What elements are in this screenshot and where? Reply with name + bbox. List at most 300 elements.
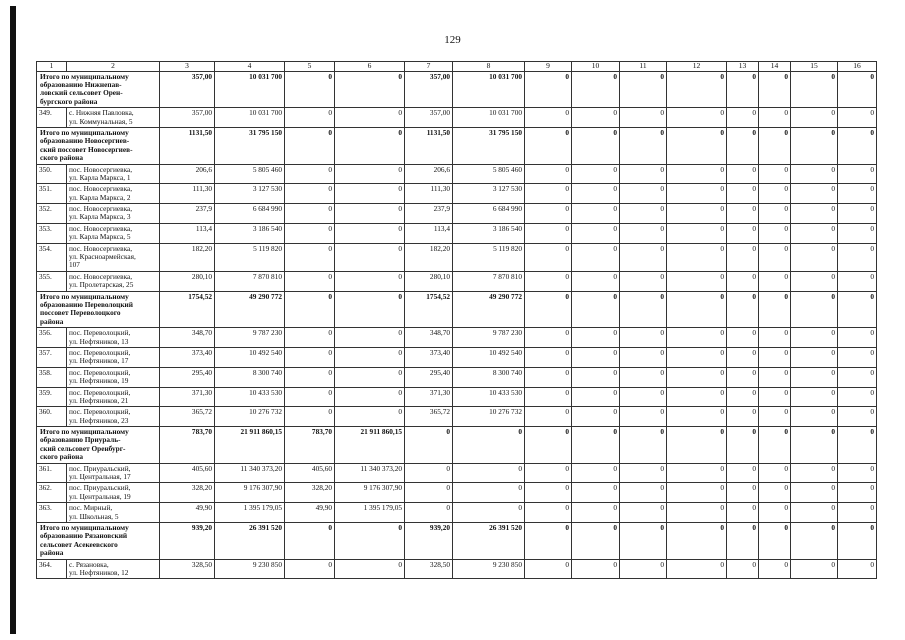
address-cell xyxy=(67,559,160,579)
value-cell: 206,6 xyxy=(405,164,453,184)
column-number: 16 xyxy=(838,62,877,72)
value-cell: 0 xyxy=(525,387,572,407)
value-cell: 373,40 xyxy=(405,347,453,367)
value-cell: 0 xyxy=(620,184,667,204)
row-number: 353. xyxy=(37,223,67,243)
total-description xyxy=(37,71,160,108)
value-cell: 0 xyxy=(838,347,877,367)
value-cell: 0 xyxy=(620,463,667,483)
value-cell: 0 xyxy=(667,483,727,503)
binding-bar xyxy=(10,6,16,634)
address-line: образованию Нижнепав- xyxy=(40,80,122,90)
value-cell: 182,20 xyxy=(160,243,215,271)
column-number: 8 xyxy=(453,62,525,72)
address-cell xyxy=(67,503,160,523)
value-cell: 0 xyxy=(759,367,791,387)
value-cell: 328,20 xyxy=(285,483,335,503)
address-line: 107 xyxy=(69,260,80,270)
table-row xyxy=(37,108,877,128)
value-cell: 11 340 373,20 xyxy=(215,463,285,483)
value-cell: 0 xyxy=(727,271,759,291)
value-cell: 6 684 990 xyxy=(453,204,525,224)
value-cell: 0 xyxy=(335,367,405,387)
address-cell xyxy=(67,164,160,184)
value-cell: 111,30 xyxy=(160,184,215,204)
table-row xyxy=(37,367,877,387)
value-cell: 0 xyxy=(727,223,759,243)
municipality-total-row xyxy=(37,71,877,108)
value-cell: 0 xyxy=(620,559,667,579)
address-cell xyxy=(67,407,160,427)
value-cell: 9 176 307,90 xyxy=(215,483,285,503)
value-cell: 0 xyxy=(525,559,572,579)
value-cell: 0 xyxy=(667,328,727,348)
value-cell: 0 xyxy=(791,559,838,579)
value-cell: 0 xyxy=(838,407,877,427)
row-number: 364. xyxy=(37,559,67,579)
value-cell: 0 xyxy=(335,204,405,224)
value-cell: 0 xyxy=(791,223,838,243)
value-cell: 0 xyxy=(727,347,759,367)
value-cell: 0 xyxy=(525,71,572,108)
value-cell: 0 xyxy=(791,164,838,184)
value-cell: 0 xyxy=(525,347,572,367)
value-cell: 783,70 xyxy=(285,427,335,464)
value-cell: 10 433 530 xyxy=(453,387,525,407)
value-cell: 49 290 772 xyxy=(453,291,525,328)
municipality-total-row xyxy=(37,291,877,328)
value-cell: 0 xyxy=(838,243,877,271)
address-line: сельсовет Асекеевского xyxy=(40,539,118,549)
value-cell: 10 031 700 xyxy=(453,71,525,108)
address-cell xyxy=(67,347,160,367)
value-cell: 0 xyxy=(791,71,838,108)
total-description xyxy=(37,127,160,164)
value-cell: 182,20 xyxy=(405,243,453,271)
row-number: 356. xyxy=(37,328,67,348)
value-cell: 0 xyxy=(453,483,525,503)
address-line: ул. Карла Маркса, 1 xyxy=(69,172,131,182)
value-cell: 0 xyxy=(667,522,727,559)
value-cell: 0 xyxy=(667,427,727,464)
table-row xyxy=(37,243,877,271)
address-line: пос. Новосергиевка, xyxy=(69,271,133,281)
value-cell: 0 xyxy=(759,559,791,579)
value-cell: 0 xyxy=(759,204,791,224)
value-cell: 0 xyxy=(667,291,727,328)
address-line: ул. Нефтяников, 17 xyxy=(69,356,129,366)
column-number: 15 xyxy=(791,62,838,72)
value-cell: 10 276 732 xyxy=(215,407,285,427)
value-cell: 0 xyxy=(667,463,727,483)
value-cell: 328,50 xyxy=(160,559,215,579)
value-cell: 0 xyxy=(620,291,667,328)
value-cell: 357,00 xyxy=(160,71,215,108)
value-cell: 0 xyxy=(572,223,620,243)
address-line: ский поссовет Новосергиев- xyxy=(40,144,133,154)
value-cell: 0 xyxy=(525,291,572,328)
address-line: ул. Нефтяников, 21 xyxy=(69,395,129,405)
address-line: пос. Новосергиевка, xyxy=(69,184,133,194)
address-line: бургского района xyxy=(40,96,98,106)
address-line: ский сельсовет Оренбург- xyxy=(40,443,126,453)
value-cell: 0 xyxy=(838,291,877,328)
total-description xyxy=(37,522,160,559)
value-cell: 0 xyxy=(335,243,405,271)
value-cell: 0 xyxy=(572,164,620,184)
value-cell: 0 xyxy=(727,108,759,128)
value-cell: 0 xyxy=(791,108,838,128)
value-cell: 371,30 xyxy=(405,387,453,407)
value-cell: 0 xyxy=(335,328,405,348)
value-cell: 0 xyxy=(620,108,667,128)
table-row xyxy=(37,559,877,579)
row-number: 363. xyxy=(37,503,67,523)
value-cell: 0 xyxy=(727,522,759,559)
value-cell: 237,9 xyxy=(160,204,215,224)
table-row xyxy=(37,164,877,184)
value-cell: 0 xyxy=(791,328,838,348)
value-cell: 0 xyxy=(572,367,620,387)
value-cell: 0 xyxy=(572,291,620,328)
table-row xyxy=(37,347,877,367)
value-cell: 0 xyxy=(525,407,572,427)
value-cell: 21 911 860,15 xyxy=(215,427,285,464)
value-cell: 0 xyxy=(453,463,525,483)
municipality-total-row xyxy=(37,522,877,559)
value-cell: 0 xyxy=(335,71,405,108)
value-cell: 0 xyxy=(759,71,791,108)
value-cell: 0 xyxy=(572,243,620,271)
address-line: пос. Переволоцкий, xyxy=(69,347,131,357)
value-cell: 0 xyxy=(759,427,791,464)
value-cell: 0 xyxy=(727,127,759,164)
value-cell: 0 xyxy=(525,503,572,523)
value-cell: 0 xyxy=(620,522,667,559)
value-cell: 3 186 540 xyxy=(453,223,525,243)
value-cell: 0 xyxy=(525,463,572,483)
value-cell: 0 xyxy=(405,503,453,523)
value-cell: 9 787 230 xyxy=(453,328,525,348)
value-cell: 0 xyxy=(285,204,335,224)
value-cell: 0 xyxy=(405,463,453,483)
address-line: Итого по муниципальному xyxy=(40,427,129,437)
value-cell: 0 xyxy=(759,223,791,243)
value-cell: 7 870 810 xyxy=(215,271,285,291)
value-cell: 0 xyxy=(620,223,667,243)
value-cell: 0 xyxy=(285,243,335,271)
value-cell: 0 xyxy=(620,328,667,348)
address-line: Итого по муниципальному xyxy=(40,522,129,532)
column-number: 13 xyxy=(727,62,759,72)
value-cell: 0 xyxy=(759,243,791,271)
value-cell: 0 xyxy=(620,407,667,427)
value-cell: 0 xyxy=(453,503,525,523)
column-number: 4 xyxy=(215,62,285,72)
address-line: пос. Переволоцкий, xyxy=(69,328,131,338)
address-line: ул. Нефтяников, 23 xyxy=(69,415,129,425)
value-cell: 10 031 700 xyxy=(215,108,285,128)
value-cell: 0 xyxy=(525,522,572,559)
value-cell: 0 xyxy=(838,427,877,464)
row-number: 362. xyxy=(37,483,67,503)
value-cell: 0 xyxy=(791,483,838,503)
value-cell: 0 xyxy=(620,243,667,271)
value-cell: 3 127 530 xyxy=(453,184,525,204)
value-cell: 280,10 xyxy=(405,271,453,291)
address-cell xyxy=(67,223,160,243)
value-cell: 1131,50 xyxy=(405,127,453,164)
value-cell: 0 xyxy=(335,522,405,559)
value-cell: 0 xyxy=(335,164,405,184)
value-cell: 9 230 850 xyxy=(453,559,525,579)
value-cell: 0 xyxy=(727,204,759,224)
value-cell: 26 391 520 xyxy=(215,522,285,559)
value-cell: 0 xyxy=(285,127,335,164)
value-cell: 0 xyxy=(791,407,838,427)
table-row xyxy=(37,463,877,483)
column-number: 12 xyxy=(667,62,727,72)
value-cell: 0 xyxy=(572,271,620,291)
value-cell: 0 xyxy=(285,407,335,427)
value-cell: 0 xyxy=(791,291,838,328)
value-cell: 49,90 xyxy=(285,503,335,523)
value-cell: 0 xyxy=(335,223,405,243)
value-cell: 0 xyxy=(620,347,667,367)
value-cell: 9 176 307,90 xyxy=(335,483,405,503)
value-cell: 0 xyxy=(791,367,838,387)
value-cell: 0 xyxy=(727,291,759,328)
row-number: 360. xyxy=(37,407,67,427)
value-cell: 0 xyxy=(525,427,572,464)
value-cell: 0 xyxy=(335,127,405,164)
value-cell: 0 xyxy=(838,483,877,503)
value-cell: 0 xyxy=(667,407,727,427)
value-cell: 0 xyxy=(838,367,877,387)
value-cell: 0 xyxy=(620,127,667,164)
value-cell: 0 xyxy=(838,328,877,348)
address-line: Итого по муниципальному xyxy=(40,71,129,81)
value-cell: 0 xyxy=(759,164,791,184)
value-cell: 0 xyxy=(525,164,572,184)
value-cell: 0 xyxy=(525,271,572,291)
value-cell: 0 xyxy=(791,127,838,164)
value-cell: 0 xyxy=(838,522,877,559)
value-cell: 0 xyxy=(572,108,620,128)
value-cell: 357,00 xyxy=(160,108,215,128)
value-cell: 0 xyxy=(667,243,727,271)
address-line: ул. Карла Маркса, 2 xyxy=(69,192,131,202)
value-cell: 0 xyxy=(667,223,727,243)
value-cell: 0 xyxy=(285,328,335,348)
value-cell: 0 xyxy=(405,427,453,464)
value-cell: 0 xyxy=(838,184,877,204)
page-number: 129 xyxy=(444,34,461,46)
value-cell: 0 xyxy=(759,483,791,503)
value-cell: 5 119 820 xyxy=(215,243,285,271)
table-row xyxy=(37,328,877,348)
value-cell: 0 xyxy=(405,483,453,503)
value-cell: 0 xyxy=(759,328,791,348)
value-cell: 0 xyxy=(620,367,667,387)
value-cell: 1754,52 xyxy=(405,291,453,328)
value-cell: 10 433 530 xyxy=(215,387,285,407)
address-line: Итого по муниципальному xyxy=(40,127,129,137)
address-line: ул. Центральная, 17 xyxy=(69,472,131,482)
row-number: 359. xyxy=(37,387,67,407)
row-number: 355. xyxy=(37,271,67,291)
value-cell: 0 xyxy=(525,204,572,224)
table-row xyxy=(37,407,877,427)
address-line: ул. Красноармейская, xyxy=(69,252,136,262)
address-line: пос. Новосергиевка, xyxy=(69,223,133,233)
value-cell: 0 xyxy=(285,559,335,579)
value-cell: 31 795 150 xyxy=(453,127,525,164)
value-cell: 0 xyxy=(667,559,727,579)
value-cell: 0 xyxy=(620,483,667,503)
value-cell: 0 xyxy=(572,407,620,427)
value-cell: 357,00 xyxy=(405,71,453,108)
table-row xyxy=(37,204,877,224)
row-number: 352. xyxy=(37,204,67,224)
value-cell: 0 xyxy=(759,522,791,559)
value-cell: 7 870 810 xyxy=(453,271,525,291)
address-line: ского района xyxy=(40,153,84,163)
value-cell: 0 xyxy=(285,271,335,291)
value-cell: 0 xyxy=(838,71,877,108)
value-cell: 371,30 xyxy=(160,387,215,407)
value-cell: 0 xyxy=(525,483,572,503)
value-cell: 31 795 150 xyxy=(215,127,285,164)
value-cell: 0 xyxy=(838,387,877,407)
value-cell: 0 xyxy=(285,184,335,204)
address-line: ул. Пролетарская, 25 xyxy=(69,280,134,290)
value-cell: 0 xyxy=(620,164,667,184)
value-cell: 5 805 460 xyxy=(453,164,525,184)
table-row xyxy=(37,387,877,407)
value-cell: 237,9 xyxy=(405,204,453,224)
row-number: 350. xyxy=(37,164,67,184)
value-cell: 1 395 179,05 xyxy=(335,503,405,523)
value-cell: 0 xyxy=(727,328,759,348)
row-number: 349. xyxy=(37,108,67,128)
value-cell: 0 xyxy=(285,108,335,128)
value-cell: 49 290 772 xyxy=(215,291,285,328)
address-line: образованию Рязановский xyxy=(40,531,128,541)
address-line: ловский сельсовет Орен- xyxy=(40,88,123,98)
address-cell xyxy=(67,271,160,291)
value-cell: 405,60 xyxy=(160,463,215,483)
value-cell: 3 186 540 xyxy=(215,223,285,243)
value-cell: 10 031 700 xyxy=(453,108,525,128)
value-cell: 0 xyxy=(727,559,759,579)
value-cell: 0 xyxy=(727,71,759,108)
value-cell: 0 xyxy=(335,387,405,407)
column-number: 3 xyxy=(160,62,215,72)
value-cell: 5 805 460 xyxy=(215,164,285,184)
value-cell: 365,72 xyxy=(405,407,453,427)
column-number-row xyxy=(37,62,877,72)
address-cell xyxy=(67,243,160,271)
address-line: ул. Нефтяников, 19 xyxy=(69,376,129,386)
column-number: 5 xyxy=(285,62,335,72)
address-line: образованию Приураль- xyxy=(40,435,121,445)
value-cell: 0 xyxy=(620,71,667,108)
value-cell: 0 xyxy=(285,291,335,328)
value-cell: 8 300 740 xyxy=(215,367,285,387)
address-line: пос. Новосергиевка, xyxy=(69,243,133,253)
address-line: ул. Карла Маркса, 5 xyxy=(69,232,131,242)
value-cell: 0 xyxy=(572,427,620,464)
value-cell: 0 xyxy=(572,71,620,108)
value-cell: 10 031 700 xyxy=(215,71,285,108)
address-line: пос. Приуральский, xyxy=(69,463,131,473)
value-cell: 0 xyxy=(838,223,877,243)
value-cell: 1754,52 xyxy=(160,291,215,328)
value-cell: 0 xyxy=(759,291,791,328)
value-cell: 0 xyxy=(791,463,838,483)
value-cell: 0 xyxy=(667,164,727,184)
table-row xyxy=(37,271,877,291)
value-cell: 0 xyxy=(838,271,877,291)
address-line: ул. Карла Маркса, 3 xyxy=(69,212,131,222)
value-cell: 5 119 820 xyxy=(453,243,525,271)
value-cell: 0 xyxy=(727,463,759,483)
value-cell: 49,90 xyxy=(160,503,215,523)
address-line: пос. Переволоцкий, xyxy=(69,407,131,417)
address-line: пос. Переволоцкий, xyxy=(69,367,131,377)
address-line: ул. Центральная, 19 xyxy=(69,491,131,501)
value-cell: 6 684 990 xyxy=(215,204,285,224)
value-cell: 348,70 xyxy=(160,328,215,348)
value-cell: 405,60 xyxy=(285,463,335,483)
value-cell: 0 xyxy=(667,367,727,387)
value-cell: 0 xyxy=(838,204,877,224)
value-cell: 0 xyxy=(759,127,791,164)
value-cell: 295,40 xyxy=(160,367,215,387)
total-description xyxy=(37,291,160,328)
address-line: ул. Нефтяников, 12 xyxy=(69,567,129,577)
value-cell: 0 xyxy=(727,387,759,407)
value-cell: 0 xyxy=(572,522,620,559)
column-number: 2 xyxy=(67,62,160,72)
value-cell: 0 xyxy=(620,427,667,464)
value-cell: 0 xyxy=(791,243,838,271)
value-cell: 295,40 xyxy=(405,367,453,387)
value-cell: 357,00 xyxy=(405,108,453,128)
address-line: с. Рязановка, xyxy=(69,559,109,569)
address-line: образованию Переволоцкий xyxy=(40,300,133,309)
column-number: 6 xyxy=(335,62,405,72)
value-cell: 1131,50 xyxy=(160,127,215,164)
value-cell: 939,20 xyxy=(405,522,453,559)
table-row xyxy=(37,503,877,523)
table-row xyxy=(37,184,877,204)
value-cell: 0 xyxy=(727,483,759,503)
address-cell xyxy=(67,463,160,483)
value-cell: 21 911 860,15 xyxy=(335,427,405,464)
row-number: 361. xyxy=(37,463,67,483)
value-cell: 0 xyxy=(335,108,405,128)
value-cell: 0 xyxy=(285,522,335,559)
value-cell: 0 xyxy=(759,387,791,407)
value-cell: 0 xyxy=(791,271,838,291)
value-cell: 0 xyxy=(791,204,838,224)
address-cell xyxy=(67,328,160,348)
value-cell: 0 xyxy=(525,243,572,271)
value-cell: 0 xyxy=(453,427,525,464)
value-cell: 0 xyxy=(335,407,405,427)
